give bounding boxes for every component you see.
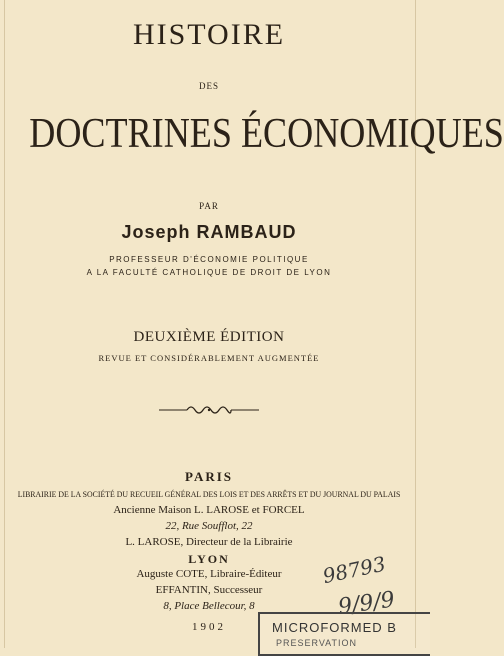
microform-stamp — [258, 612, 430, 656]
ornament-divider — [157, 403, 261, 417]
title-line-doctrines: DOCTRINES ÉCONOMIQUES — [29, 111, 504, 157]
author-name: Joseph RAMBAUD — [121, 222, 297, 242]
paris-publisher-line-2: Ancienne Maison L. LAROSE et FORCEL — [113, 504, 305, 516]
author-role-1: PROFESSEUR D'ÉCONOMIE POLITIQUE — [109, 255, 309, 264]
edition-label: DEUXIÈME ÉDITION — [133, 329, 285, 345]
stamp-text: MICROFORMED B — [272, 620, 397, 635]
city-paris: PARIS — [184, 469, 234, 484]
title-line-des: DES — [198, 81, 219, 91]
lyon-publisher-address: 8, Place Bellecour, 8 — [163, 600, 255, 612]
by-label: PAR — [199, 201, 219, 211]
title-line-histoire: HISTOIRE — [132, 18, 286, 51]
paris-publisher-address: 22, Rue Soufflot, 22 — [165, 520, 253, 532]
paris-publisher-director: L. LAROSE, Directeur de la Librairie — [125, 536, 293, 548]
city-lyon: LYON — [188, 552, 230, 566]
handwritten-date: 9/9/9 — [336, 587, 397, 621]
lyon-publisher-line-2: EFFANTIN, Successeur — [155, 584, 263, 596]
author-role-2: A LA FACULTÉ CATHOLIQUE DE DROIT DE LYON — [86, 268, 332, 277]
publication-year: 1902 — [192, 621, 226, 633]
stamp-subtext: PRESERVATION — [276, 638, 358, 648]
paris-publisher-line-1: LIBRAIRIE DE LA SOCIÉTÉ DU RECUEIL GÉNÉRAL DES LOIS ET DES ARRÊTS ET DU JOURNAL DU PALAIS — [17, 489, 401, 499]
edition-note: REVUE ET CONSIDÉRABLEMENT AUGMENTÉE — [98, 353, 320, 363]
handwritten-number: 98793 — [320, 551, 388, 589]
lyon-publisher-line-1: Auguste COTE, Libraire-Éditeur — [136, 568, 282, 580]
